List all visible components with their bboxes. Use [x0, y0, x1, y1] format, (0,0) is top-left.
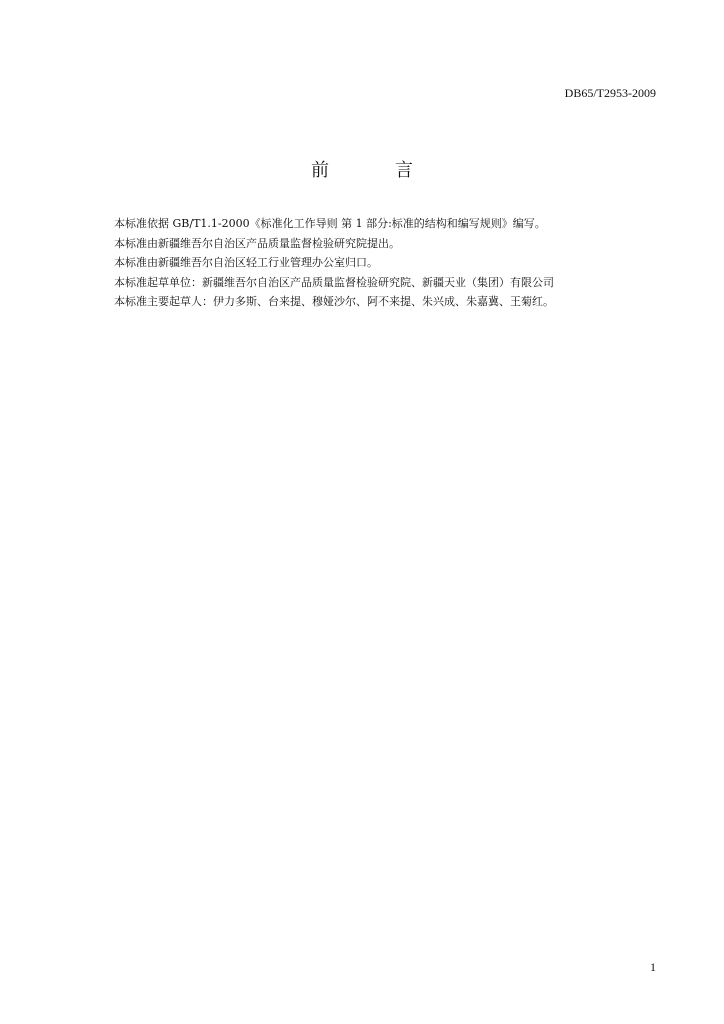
paragraph-drafting-basis: 本标准依据 GB/T1.1-2000《标准化工作导则 第 1 部分:标准的结构和编写规则》编写。	[114, 217, 546, 230]
paragraph-drafting-units: 本标准起草单位：新疆维吾尔自治区产品质量监督检验研究院、新疆天业（集团）有限公司	[114, 275, 554, 289]
paragraph-drafters: 本标准主要起草人：伊力多斯、台来提、穆娅沙尔、阿不来提、朱兴成、朱嘉冀、王菊红。	[114, 295, 554, 308]
preface-body	[114, 214, 674, 312]
page-title: 前 言	[311, 160, 437, 181]
paragraph-administrator: 本标准由新疆维吾尔自治区轻工行业管理办公室归口。	[114, 256, 378, 269]
paragraph-proposer: 本标准由新疆维吾尔自治区产品质量监督检验研究院提出。	[114, 236, 400, 250]
page-number: 1	[650, 960, 656, 974]
document-code: DB65/T2953-2009	[564, 86, 656, 100]
